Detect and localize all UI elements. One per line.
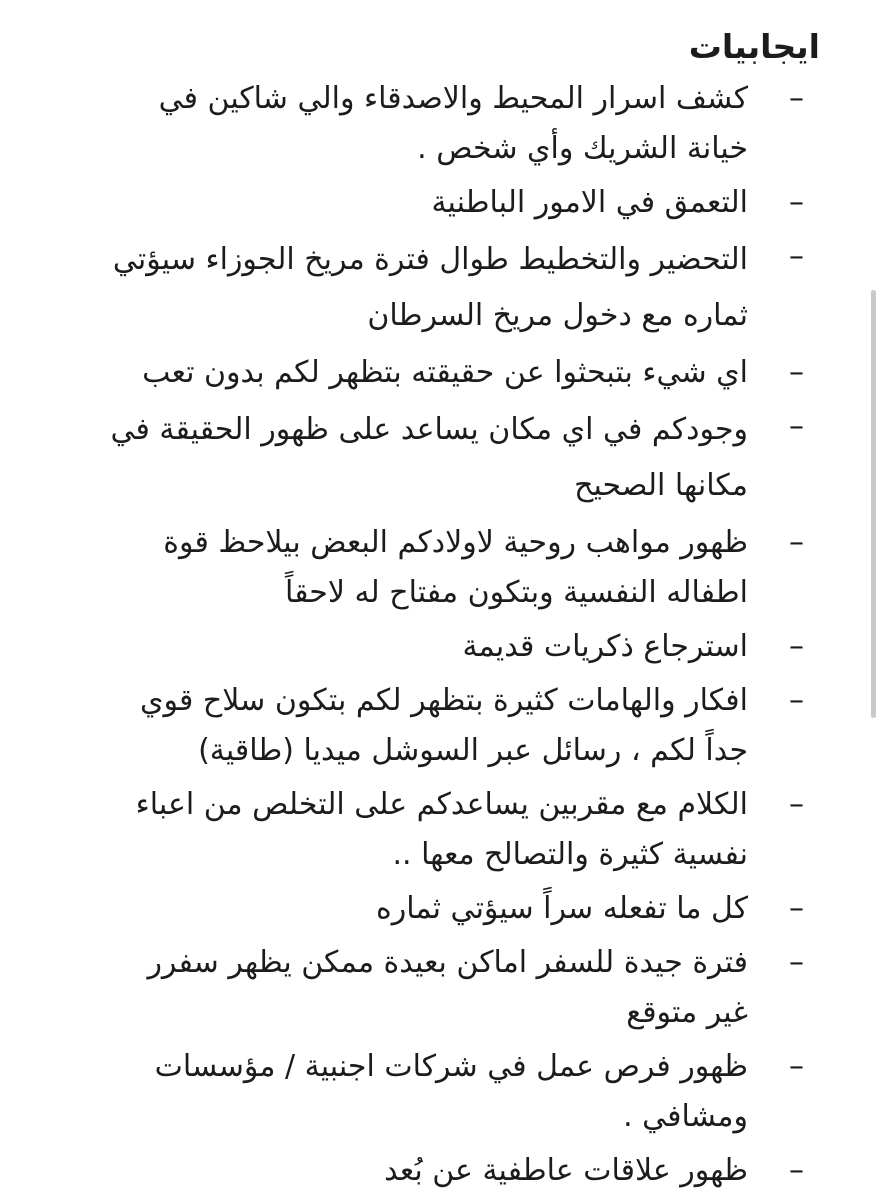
list-item (104, 348, 804, 398)
list-item-text: الكلام مع مقربين يساعدكم على التخلص من اعباء نفسية كثيرة والتصالح معها .. (135, 787, 748, 872)
vertical-scrollbar[interactable] (871, 290, 876, 718)
list-item-text: وجودكم في اي مكان يساعد على ظهور الحقيقة في مكانها الصحيح (110, 412, 748, 503)
list-item (104, 676, 804, 776)
list-item (104, 622, 804, 672)
bullet-dash: – (789, 525, 804, 560)
list-item (104, 402, 804, 514)
bullet-dash: – (789, 1049, 804, 1084)
bullet-dash: – (789, 409, 804, 444)
list-item-text: ظهور علاقات عاطفية عن بُعد (384, 1153, 748, 1188)
list-item-text: كل ما تفعله سراً سيؤتي ثماره (375, 891, 748, 926)
list-item-text: ظهور فرص عمل في شركات اجنبية / مؤسسات ومشافي . (154, 1049, 748, 1134)
positives-list (104, 74, 804, 1200)
list-item-text: فترة جيدة للسفر اماكن بعيدة ممكن يظهر سفرر غير متوقع (147, 945, 748, 1030)
list-item (104, 74, 804, 174)
list-item-text: استرجاع ذكريات قديمة (462, 629, 748, 664)
list-item-text: كشف اسرار المحيط والاصدقاء والي شاكين في خيانة الشريك وأي شخص . (158, 81, 748, 166)
bullet-dash: – (789, 239, 804, 274)
bullet-dash: – (789, 629, 804, 664)
bullet-dash: – (789, 683, 804, 718)
list-item (104, 178, 804, 228)
bullet-dash: – (789, 185, 804, 220)
list-item-text: افكار والهامات كثيرة بتظهر لكم بتكون سلاح قوي جداً لكم ، رسائل عبر السوشل ميديا (طاقية) (140, 683, 748, 768)
bullet-dash: – (789, 355, 804, 390)
list-item-text: التحضير والتخطيط طوال فترة مريخ الجوزاء سيؤتي ثماره مع دخول مريخ السرطان (112, 242, 748, 333)
bullet-dash: – (789, 891, 804, 926)
list-item-text: اي شيء بتبحثوا عن حقيقته بتظهر لكم بدون تعب (142, 355, 748, 390)
bullet-dash: – (789, 81, 804, 116)
bullet-dash: – (789, 787, 804, 822)
list-item (104, 1146, 804, 1196)
list-item-text: التعمق في الامور الباطنية (431, 185, 748, 220)
section-heading: ايجابيات (688, 27, 820, 66)
list-item (104, 884, 804, 934)
list-item (104, 1042, 804, 1142)
list-item (104, 518, 804, 618)
bullet-dash: – (789, 1153, 804, 1188)
list-item (104, 232, 804, 344)
list-item-text: ظهور مواهب روحية لاولادكم البعض بيلاحظ قوة اطفاله النفسية وبتكون مفتاح له لاحقاً (163, 525, 748, 610)
list-item (104, 780, 804, 880)
list-item (104, 938, 804, 1038)
bullet-dash: – (789, 945, 804, 980)
